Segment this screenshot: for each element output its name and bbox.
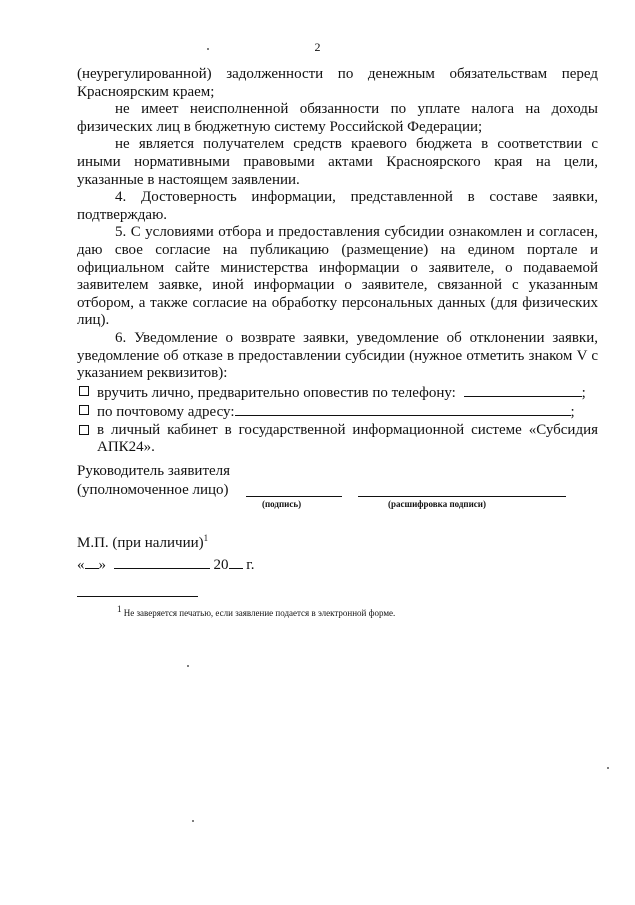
document-body [77,66,598,457]
option-in-person-label: вручить лично, предварительно оповестив по телефону: [97,384,456,401]
year-prefix: 20 [213,557,229,573]
option-postal-label: по почтовому адресу: [97,404,235,421]
paragraph-not-recipient: не является получателем средств краевого бюджета в соответствии с иными нормативными правовыми актами Красноярского края на цели, указанные в настоящем заявлении. [77,136,598,188]
page-number: 2 [314,40,321,54]
checkbox-postal[interactable] [79,405,89,415]
checkbox-in-person[interactable] [79,386,89,396]
signature-line[interactable] [246,496,342,497]
scan-speck [207,48,209,50]
footnote-mark: 1 [117,604,122,614]
stamp-footnote-mark: 1 [203,533,209,543]
footnote-text: Не заверяется печатью, если заявление подается в электронной форме. [123,608,396,618]
signature-role-line1: Руководитель заявителя [77,463,231,479]
signature-role-line2: (уполномоченное лицо) [77,482,229,498]
paragraph-debt: (неурегулированной) задолженности по денежным обязательствам перед Красноярским краем; [77,66,598,100]
scan-speck [187,665,189,667]
address-fill-line[interactable] [235,402,571,416]
paragraph-tax: не имеет неисполненной обязанности по уплате налога на доходы физических лиц в бюджетную систему Российской Федерации; [77,101,598,135]
day-fill-line[interactable] [85,555,99,569]
signature-block [77,462,598,500]
scan-speck [607,767,609,769]
caption-signature: (подпись) [262,499,302,509]
date-open-quote: « [77,557,85,573]
stamp-block [77,527,254,576]
stamp-label: М.П. (при наличии) [77,535,204,551]
month-fill-line[interactable] [114,555,210,569]
date-close-quote: » [98,557,106,573]
paragraph-item-6: 6. Уведомление о возврате заявки, уведомление об отклонении заявки, уведомление об отказе в предоставлении субсидии (нужное отметить знаком V с указанием реквизитов): [77,329,598,382]
year-suffix: г. [246,557,255,573]
option-cabinet-label: в личный кабинет в государственной информационной системе «Субсидия АПК24». [97,421,598,456]
signature-decode-line[interactable] [358,496,566,497]
paragraph-item-5: 5. С условиями отбора и предоставления субсидии ознакомлен и согласен, даю свое согласие на публикацию (размещение) на едином портале и официальном сайте министерства информации о заявителе, о подаваемой заявителем заявке, иной информации о заявителе, связанной с указанным отбором, а также согласие на обработку персональных данных (для физических лиц). [77,224,598,329]
checkbox-cabinet[interactable] [79,425,89,435]
scan-speck [192,820,194,822]
option-postal [77,402,598,422]
date-line [77,554,254,576]
option-in-person-end: ; [581,384,586,401]
option-in-person [77,383,598,403]
phone-fill-line[interactable] [464,383,582,397]
caption-signature-decode: (расшифровка подписи) [388,499,486,509]
option-cabinet [77,422,598,457]
footnote [117,604,395,618]
year-fill-line[interactable] [229,555,243,569]
footnote-divider [77,596,198,597]
stamp-line [77,527,254,554]
paragraph-item-4: 4. Достоверность информации, представленной в составе заявки, подтверждаю. [77,189,598,223]
option-postal-end: ; [570,404,575,421]
